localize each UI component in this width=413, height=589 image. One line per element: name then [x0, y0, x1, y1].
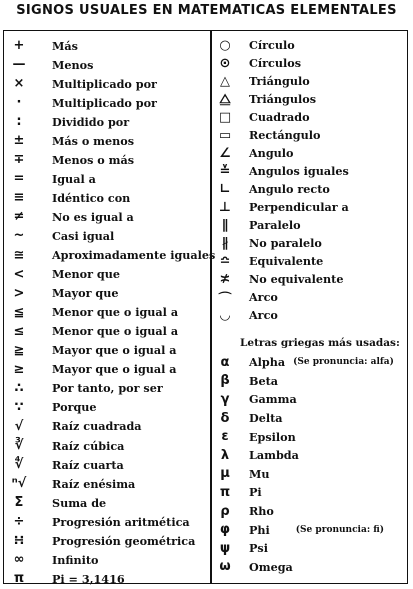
math-symbol: ·	[16, 95, 22, 111]
symbol-meaning: Phi	[249, 522, 270, 537]
symbol-row	[214, 502, 408, 521]
symbol-row	[6, 398, 208, 417]
symbol-meaning: Casi igual	[52, 228, 115, 243]
math-symbol: —	[12, 57, 26, 73]
symbol-meaning: Epsilon	[249, 429, 296, 444]
math-symbol: ∓	[13, 152, 25, 168]
math-symbol: ∴	[14, 380, 24, 396]
symbol-meaning: Beta	[249, 373, 278, 388]
symbol-row	[6, 379, 208, 398]
symbol-meaning: Progresión aritmética	[52, 514, 190, 529]
symbol-row	[6, 55, 208, 74]
math-symbol: △	[220, 73, 230, 89]
math-symbol: ∦	[221, 235, 229, 251]
symbol-meaning: Más	[52, 38, 78, 53]
symbol-meaning: Menor que	[52, 267, 120, 282]
symbol-meaning: Paralelo	[249, 218, 301, 232]
symbol-meaning: Rectángulo	[249, 128, 321, 142]
math-symbol: >	[13, 285, 25, 301]
symbol-row	[214, 539, 408, 558]
symbol-row	[214, 427, 408, 446]
symbol-row	[6, 265, 208, 284]
symbol-row	[214, 144, 408, 162]
symbol-row	[6, 188, 208, 207]
symbol-row	[6, 246, 216, 265]
symbol-row	[6, 322, 208, 341]
symbol-row	[214, 353, 408, 372]
math-symbol: ◡	[220, 307, 230, 323]
math-symbol: ≡	[13, 190, 25, 206]
math-symbol: ∺	[13, 533, 25, 549]
right-column	[214, 36, 408, 576]
symbol-meaning: Menor que o igual a	[52, 305, 179, 320]
symbol-meaning: Equivalente	[249, 254, 324, 268]
symbol-row	[214, 558, 408, 577]
symbol-row	[214, 54, 408, 72]
symbol-row	[214, 90, 408, 108]
symbol-meaning: Delta	[249, 411, 283, 426]
symbol-meaning: Aproximadamente iguales	[52, 248, 216, 263]
symbol-row	[214, 288, 408, 306]
symbol-meaning: No paralelo	[249, 236, 322, 250]
symbol-meaning: Más o menos	[52, 133, 135, 148]
math-symbol: ∞	[13, 552, 25, 568]
symbol-meaning: Rho	[249, 504, 274, 519]
symbol-row	[6, 284, 208, 303]
symbol-meaning: Gamma	[249, 392, 297, 407]
math-symbol: φ	[219, 522, 231, 538]
symbol-row	[6, 569, 208, 588]
symbol-row	[214, 180, 408, 198]
symbol-meaning: Raíz cúbica	[52, 438, 125, 453]
math-symbol: ε	[221, 429, 229, 445]
math-symbol: ≤	[13, 323, 25, 339]
symbol-row	[214, 198, 408, 216]
math-symbol: ×	[13, 76, 25, 92]
symbol-meaning: Omega	[249, 559, 293, 574]
symbol-row	[214, 126, 408, 144]
symbol-meaning: Menos o más	[52, 152, 135, 167]
math-symbol: ≦	[13, 304, 25, 320]
math-symbol: ∟	[219, 181, 231, 197]
math-symbol: ∥	[221, 217, 229, 233]
symbol-row	[214, 372, 408, 391]
symbol-row	[6, 550, 208, 569]
symbol-row	[214, 306, 408, 324]
symbol-row	[6, 226, 208, 245]
math-symbol: ∛	[14, 438, 24, 453]
symbol-row	[214, 520, 408, 539]
math-symbol: δ	[220, 410, 230, 426]
math-symbol: □	[218, 109, 232, 125]
math-symbol: π	[219, 484, 231, 500]
symbol-row	[6, 303, 208, 322]
symbol-meaning: Igual a	[52, 171, 96, 186]
symbol-meaning: No es igual a	[52, 209, 134, 224]
math-symbol: ±	[13, 133, 25, 149]
symbol-row	[214, 483, 408, 502]
symbol-row	[6, 531, 208, 550]
symbol-row	[6, 150, 208, 169]
math-symbol: :	[16, 114, 22, 130]
math-symbol: ÷	[13, 514, 25, 530]
symbol-meaning: Cuadrado	[249, 110, 310, 124]
symbol-row	[6, 455, 208, 474]
math-symbol: γ	[220, 391, 230, 407]
symbol-row	[214, 270, 408, 288]
symbol-row	[6, 207, 208, 226]
symbol-meaning: Menor que o igual a	[52, 324, 179, 339]
symbol-meaning: Mayor que o igual a	[52, 362, 177, 377]
symbol-meaning: Suma de	[52, 495, 107, 510]
math-symbol: =	[13, 171, 25, 187]
symbol-row	[214, 390, 408, 409]
symbol-meaning: Raíz enésima	[52, 476, 136, 491]
math-symbol: ≏	[219, 253, 231, 269]
symbol-row	[6, 436, 208, 455]
column-divider	[210, 30, 212, 584]
symbol-meaning: Círculos	[249, 56, 302, 70]
symbol-row	[214, 446, 408, 465]
symbol-meaning: Raíz cuarta	[52, 457, 124, 472]
symbol-row	[214, 162, 408, 180]
math-symbol: ≠	[13, 209, 25, 225]
symbol-meaning: Porque	[52, 400, 97, 415]
symbol-row	[6, 512, 208, 531]
symbol-meaning: Perpendicular a	[249, 200, 349, 214]
symbol-row	[6, 74, 208, 93]
math-symbol: ≥	[13, 361, 25, 377]
symbol-meaning: Multiplicado por	[52, 95, 157, 110]
math-symbol: Σ	[14, 495, 24, 511]
math-symbol: ⊙	[219, 55, 231, 71]
symbol-row	[214, 234, 408, 252]
math-symbol: ⧋	[219, 91, 231, 107]
symbol-meaning: Mu	[249, 466, 270, 481]
symbol-meaning: Alpha	[249, 355, 286, 370]
left-column	[6, 36, 216, 588]
symbol-meaning: No equivalente	[249, 272, 344, 286]
pronunciation-note: (Se pronuncia: fi)	[295, 524, 385, 535]
symbol-meaning: Pi = 3,1416	[52, 571, 125, 586]
symbol-row	[6, 169, 208, 188]
math-symbol: ▭	[218, 127, 232, 143]
math-symbol: ~	[13, 228, 25, 244]
symbol-meaning: Dividido por	[52, 114, 130, 129]
symbol-row	[214, 108, 408, 126]
symbol-row	[6, 417, 208, 436]
math-symbol: ∜	[14, 457, 24, 473]
symbol-meaning: Círculo	[249, 38, 295, 52]
symbol-row	[214, 72, 408, 90]
symbol-row	[6, 474, 208, 493]
math-symbol: ⌒	[218, 291, 232, 307]
symbol-meaning: Mayor que	[52, 286, 119, 301]
symbol-meaning: Menos	[52, 57, 94, 72]
symbol-meaning: Psi	[249, 541, 268, 556]
math-symbol: ○	[219, 37, 231, 53]
symbol-row	[6, 341, 208, 360]
symbol-row	[214, 216, 408, 234]
math-symbol: ≧	[13, 342, 25, 358]
math-symbol: ≚	[219, 163, 231, 179]
symbol-meaning: Triángulo	[249, 74, 310, 88]
math-symbol: √	[14, 418, 24, 434]
math-symbol: π	[13, 571, 25, 587]
symbol-meaning: Angulos iguales	[249, 164, 349, 178]
math-symbol: α	[220, 354, 230, 370]
math-symbol: ∠	[219, 145, 231, 161]
symbol-row	[214, 465, 408, 484]
math-symbol: ≭	[219, 271, 231, 287]
page-title: SIGNOS USUALES EN MATEMATICAS ELEMENTALES	[16, 3, 397, 18]
symbol-meaning: Infinito	[52, 552, 99, 567]
symbol-row	[6, 93, 208, 112]
pronunciation-note: (Se pronuncia: alfa)	[293, 357, 394, 368]
symbol-meaning: Lambda	[249, 448, 299, 463]
symbol-meaning: Arco	[249, 290, 278, 304]
symbol-meaning: Mayor que o igual a	[52, 343, 177, 358]
symbol-meaning: Pi	[249, 485, 262, 500]
math-symbol: ≅	[13, 247, 25, 263]
symbol-meaning: Idéntico con	[52, 190, 131, 205]
symbol-row	[6, 493, 208, 512]
math-symbol: ⁿ√	[11, 476, 27, 492]
symbol-meaning: Multiplicado por	[52, 76, 157, 91]
symbol-meaning: Angulo	[249, 146, 294, 160]
symbol-row	[214, 409, 408, 428]
symbol-meaning: Por tanto, por ser	[52, 381, 163, 396]
symbol-meaning: Arco	[249, 308, 278, 322]
math-symbol: β	[220, 373, 230, 389]
symbol-row	[6, 112, 208, 131]
symbol-row	[6, 36, 208, 55]
math-symbol: +	[13, 38, 25, 54]
symbol-row	[6, 131, 208, 150]
symbol-meaning: Raíz cuadrada	[52, 419, 142, 434]
symbol-row	[214, 36, 408, 54]
math-symbol: μ	[220, 466, 230, 482]
symbol-meaning: Progresión geométrica	[52, 533, 196, 548]
symbol-row	[6, 360, 208, 379]
math-symbol: ψ	[219, 540, 231, 556]
math-symbol: ⊥	[219, 199, 231, 215]
math-symbol: ∵	[14, 399, 24, 415]
symbol-row	[214, 252, 408, 270]
greek-letters-heading: Letras griegas más usadas:	[240, 337, 400, 349]
math-symbol: ρ	[220, 503, 230, 519]
math-symbol: <	[13, 266, 25, 282]
math-symbol: λ	[220, 447, 230, 463]
symbol-meaning: Triángulos	[249, 92, 317, 106]
math-symbol: ω	[219, 559, 231, 575]
symbol-meaning: Angulo recto	[249, 182, 330, 196]
